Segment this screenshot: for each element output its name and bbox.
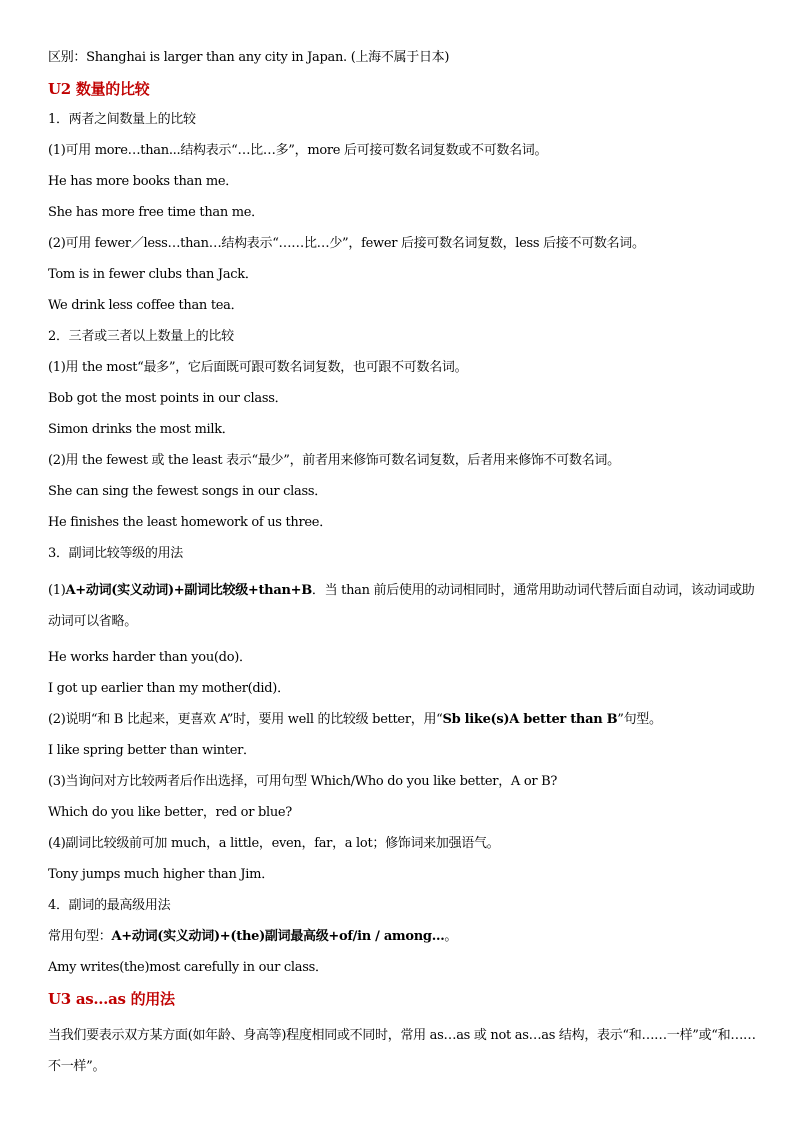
- example-sentence: Amy writes(the)most carefully in our class．: [48, 960, 328, 975]
- example-sentence: Simon drinks the most milk．: [48, 422, 235, 437]
- example-sentence: Which do you like better，red or blue?: [48, 805, 292, 820]
- text-line: (1)用 the most“最多”，它后面既可跟可数名词复数，也可跟不可数名词。: [48, 360, 468, 375]
- rule-line: [48, 710, 758, 741]
- text-paragraph: 当我们要表示双方某方面(如年龄、身高等)程度相同或不同时，常用 as…as 或 not as…as 结构，表示“和……一样”或“和……不一样”。: [48, 1028, 756, 1074]
- subheading: 2．三者或三者以上数量上的比较: [48, 329, 234, 344]
- example-sentence: She has more free time than me．: [48, 205, 264, 220]
- example-sentence: He finishes the least homework of us three．: [48, 515, 332, 530]
- example-sentence: She can sing the fewest songs in our class．: [48, 484, 327, 499]
- example-sentence: I like spring better than winter．: [48, 743, 256, 758]
- text-line: (2)可用 fewer／less…than…结构表示“……比…少”，fewer 后接可数名词复数，less 后接不可数名词。: [48, 236, 645, 251]
- document-page: [48, 48, 758, 1082]
- section-heading-u2: U2 数量的比较: [48, 80, 150, 98]
- example-sentence: Bob got the most points in our class．: [48, 391, 288, 406]
- rule-paragraph: [48, 575, 758, 637]
- section-heading-u3: U3 as…as 的用法: [48, 990, 175, 1008]
- text-span: ．当 than 前后使用的动词相同时，通常用助动词代替后面自动词，该动词或助动词可以省略。: [48, 583, 755, 629]
- example-sentence: He works harder than you(do)．: [48, 650, 252, 665]
- example-sentence: Tony jumps much higher than Jim．: [48, 867, 274, 882]
- text-line: 区别：Shanghai is larger than any city in Japan. (上海不属于日本): [48, 50, 450, 65]
- bold-pattern: A+动词(实义动词)+(the)副词最高级+of/in / among…: [111, 929, 445, 944]
- rule-line: [48, 927, 758, 958]
- example-sentence: He has more books than me．: [48, 174, 239, 189]
- text-line: (4)副词比较级前可加 much，a little，even，far，a lot；修饰词来加强语气。: [48, 836, 500, 851]
- text-span: (2)说明“和 B 比起来，更喜欢 A”时，要用 well 的比较级 better，用“: [48, 712, 443, 727]
- text-span: ”句型。: [617, 712, 662, 727]
- example-sentence: We drink less coffee than tea．: [48, 298, 244, 313]
- bold-pattern: A+动词(实义动词)+副词比较级+than+B: [65, 583, 312, 598]
- subheading: 4．副词的最高级用法: [48, 898, 171, 913]
- bold-pattern: Sb like(s)A better than B: [442, 712, 618, 727]
- subheading: 1．两者之间数量上的比较: [48, 112, 196, 127]
- subheading: 3．副词比较等级的用法: [48, 546, 183, 561]
- text-span: 常用句型：: [48, 929, 112, 944]
- text-span: 。: [444, 929, 458, 944]
- text-line: (3)当询问对方比较两者后作出选择，可用句型 Which/Who do you like better，A or B?: [48, 774, 558, 789]
- text-line: (2)用 the fewest 或 the least 表示“最少”，前者用来修饰可数名词复数，后者用来修饰不可数名词。: [48, 453, 620, 468]
- example-sentence: I got up earlier than my mother(did)．: [48, 681, 290, 696]
- text-line: (1)可用 more…than...结构表示“…比…多”，more 后可接可数名词复数或不可数名词。: [48, 143, 548, 158]
- example-sentence: Tom is in fewer clubs than Jack．: [48, 267, 258, 282]
- text-span: (1): [48, 583, 66, 598]
